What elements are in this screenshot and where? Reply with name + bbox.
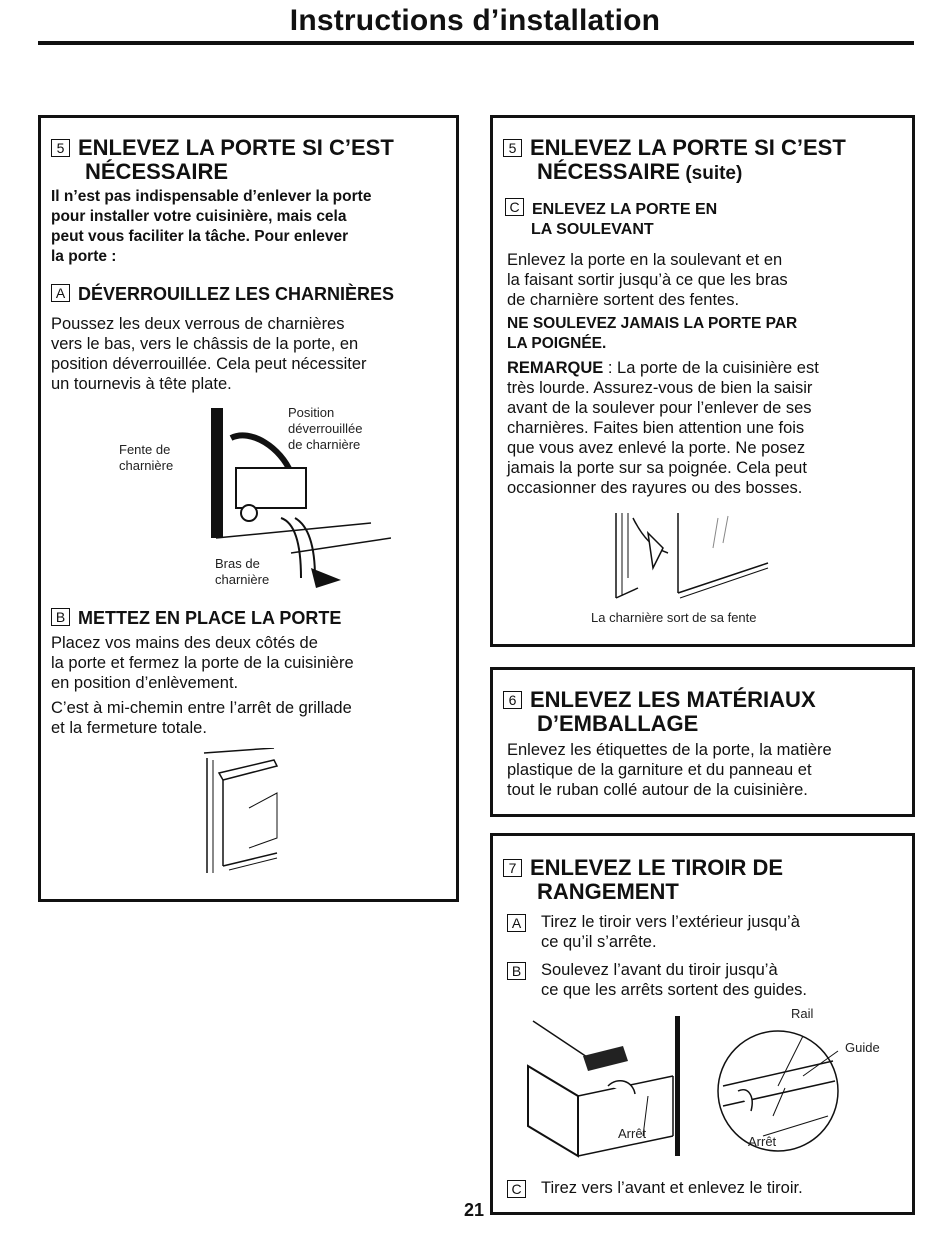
body-line: un tournevis à tête plate. [51, 375, 232, 393]
section-7-heading-cont: RANGEMENT [537, 879, 679, 904]
label-position: de charnière [288, 437, 361, 452]
section-5-suite-box [490, 115, 915, 647]
letter-c: C [507, 1180, 526, 1198]
drawer-illustration [523, 1016, 893, 1166]
body-line: tout le ruban collé autour de la cuisinière. [507, 781, 808, 799]
body-line: de charnière sortent des fentes. [507, 291, 740, 309]
page-title: Instructions d’installation [289, 4, 661, 37]
warning-line: LA POIGNÉE. [507, 335, 607, 352]
step-number: 5 [51, 139, 70, 157]
body-line: Enlevez la porte en la soulevant et en [507, 251, 783, 269]
body-line: plastique de la garniture et du panneau et [507, 761, 812, 779]
step-c: C Tirez vers l’avant et enlevez le tiroir. [507, 1178, 803, 1198]
step-b: B Soulevez l’avant du tiroir jusqu’à ce que les arrêts sortent des guides. [507, 960, 807, 1000]
step-number: 7 [503, 859, 522, 877]
body-line: Enlevez les étiquettes de la porte, la matière [507, 741, 832, 759]
body-line: Placez vos mains des deux côtés de [51, 634, 318, 652]
section-5-heading-cont: NÉCESSAIRE [85, 159, 229, 184]
sub-c-heading-cont: LA SOULEVANT [531, 221, 654, 238]
step-a: A Tirez le tiroir vers l’extérieur jusqu’à ce qu’il s’arrête. [507, 912, 800, 952]
section-7-heading: 7 ENLEVEZ LE TIROIR DE [503, 856, 783, 880]
note-line: très lourde. Assurez-vous de bien la saisir [507, 379, 813, 397]
body-line: en position d’enlèvement. [51, 674, 239, 692]
label-rail: Rail [791, 1006, 814, 1021]
title-rule [38, 41, 914, 45]
section-6-heading: 6 ENLEVEZ LES MATÉRIAUX [503, 688, 816, 712]
step-number: 5 [503, 139, 522, 157]
label-guide: Guide [845, 1040, 880, 1055]
intro-line: pour installer votre cuisinière, mais cela [51, 208, 347, 225]
body-line: position déverrouillée. Cela peut nécessiter [51, 355, 367, 373]
section-5-heading: 5 ENLEVEZ LA PORTE SI C’EST [51, 136, 394, 160]
intro-line: la porte : [51, 248, 117, 265]
warning-line: NE SOULEVEZ JAMAIS LA PORTE PAR [507, 315, 798, 332]
label-arret: Arrêt [618, 1126, 647, 1141]
label-bras: charnière [215, 572, 270, 587]
lift-door-illustration [608, 508, 778, 603]
letter-b: B [507, 962, 526, 980]
body-line: C’est à mi-chemin entre l’arrêt de grillade [51, 699, 352, 717]
label-arret: Arrêt [748, 1134, 777, 1149]
intro-line: Il n’est pas indispensable d’enlever la porte [51, 188, 372, 205]
label-position: déverrouillée [288, 421, 363, 436]
label-fente: charnière [119, 458, 174, 473]
letter-a: A [51, 284, 70, 302]
note-line: occasionner des rayures ou des bosses. [507, 479, 803, 497]
sub-c-heading: C ENLEVEZ LA PORTE EN [505, 198, 717, 220]
note-line: REMARQUE : La porte de la cuisinière est [507, 359, 819, 377]
letter-c: C [505, 198, 524, 216]
section-6-heading-cont: D’EMBALLAGE [537, 711, 699, 736]
body-line: et la fermeture totale. [51, 719, 207, 737]
note-line: charnières. Faites bien attention une fois [507, 419, 805, 437]
note-line: jamais la porte sur sa poignée. Cela peut [507, 459, 807, 477]
body-line: vers le bas, vers le châssis de la porte, en [51, 335, 359, 353]
figure-caption: La charnière sort de sa fente [591, 610, 757, 625]
label-fente: Fente de [119, 442, 171, 457]
body-line: Poussez les deux verrous de charnières [51, 315, 345, 333]
note-line: avant de la soulever pour l’enlever de ses [507, 399, 812, 417]
body-line: la faisant sortir jusqu’à ce que les bras [507, 271, 788, 289]
sub-b-heading: B METTEZ EN PLACE LA PORTE [51, 607, 341, 629]
letter-a: A [507, 914, 526, 932]
step-number: 6 [503, 691, 522, 709]
sub-a-heading: A DÉVERROUILLEZ LES CHARNIÈRES [51, 283, 394, 305]
door-illustration [199, 748, 289, 878]
section-6-box [490, 667, 915, 817]
note-line: que vous avez enlevé la porte. Ne posez [507, 439, 806, 457]
section-7-box [490, 833, 915, 1215]
page-number: 21 [464, 1200, 485, 1220]
label-bras: Bras de [215, 556, 260, 571]
body-line: la porte et fermez la porte de la cuisinière [51, 654, 354, 672]
section-5-suite-heading-cont: NÉCESSAIRE (suite) [537, 159, 743, 184]
label-position: Position [288, 405, 335, 420]
intro-line: peut vous faciliter la tâche. Pour enlever [51, 228, 349, 245]
section-5-box [38, 115, 459, 902]
letter-b: B [51, 608, 70, 626]
section-5-suite-heading: 5 ENLEVEZ LA PORTE SI C’EST [503, 136, 846, 160]
